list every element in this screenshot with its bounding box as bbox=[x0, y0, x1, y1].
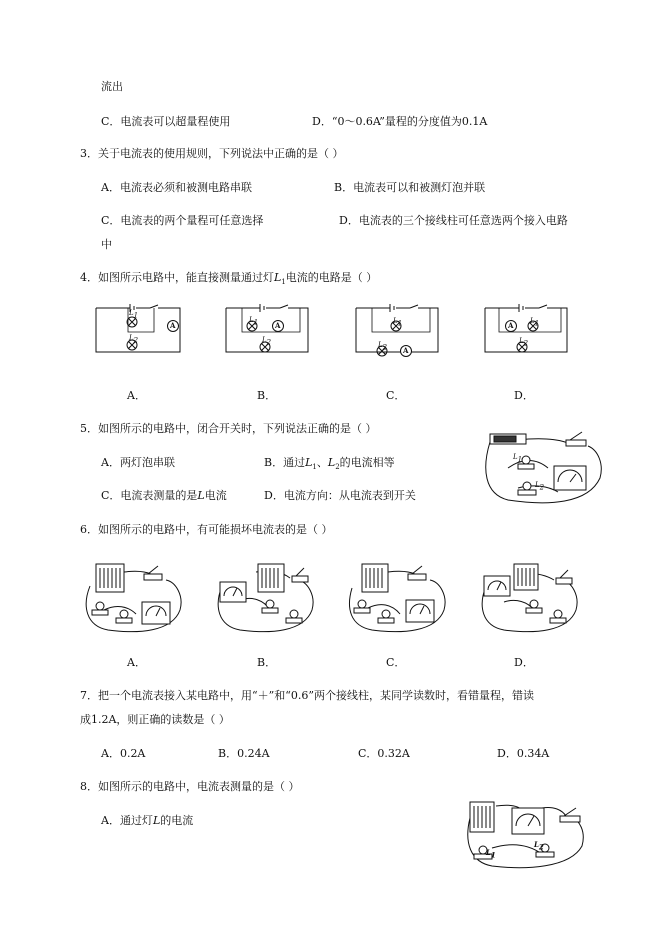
q4d-ammeter: A bbox=[508, 321, 514, 330]
q4-label-b: B． bbox=[257, 389, 277, 402]
q8-fig-l1: L1 bbox=[486, 848, 496, 860]
q5c-l: L bbox=[197, 489, 205, 502]
q5b-prefix: B．通过 bbox=[264, 456, 306, 469]
q4-label-a: A． bbox=[127, 389, 146, 402]
question-7-cont: 成1.2A，则正确的读数是（ ） bbox=[80, 713, 230, 726]
option-7c: C．0.32A bbox=[358, 747, 410, 760]
q6-circuit-d bbox=[476, 560, 580, 634]
option-2c: C．电流表可以超量程使用 bbox=[101, 115, 231, 128]
question-4 bbox=[80, 271, 377, 289]
q6-circuit-c bbox=[344, 560, 448, 634]
q4a-l1: L1 bbox=[129, 309, 139, 320]
q4a-l2: L2 bbox=[129, 334, 139, 345]
q4-suffix: 电流的电路是（ ） bbox=[285, 271, 378, 284]
option-3d-cont: 中 bbox=[101, 238, 112, 251]
q4-circuit-d bbox=[481, 302, 573, 358]
q4-lamp-symbol: L bbox=[274, 271, 282, 284]
q6-label-b: B． bbox=[257, 656, 277, 669]
option-8a bbox=[101, 814, 193, 828]
q4c-ammeter: A bbox=[403, 346, 409, 355]
question-7: 7．把一个电流表接入某电路中，用“＋”和“0.6”两个接线柱，某同学读数时，看错量程，错读 bbox=[80, 689, 534, 702]
q4c-l1: L1 bbox=[393, 317, 403, 328]
q5-fig-l1: L1 bbox=[513, 453, 523, 464]
question-3: 3．关于电流表的使用规则，下列说法中正确的是（ ） bbox=[80, 147, 344, 160]
option-5c bbox=[101, 489, 227, 503]
q5b-mid: 、 bbox=[316, 456, 328, 469]
q5b-l1: L bbox=[305, 456, 313, 469]
line-continuation: 流出 bbox=[101, 80, 123, 93]
question-6: 6．如图所示的电路中，有可能损坏电流表的是（ ） bbox=[80, 523, 333, 536]
q8a-suffix: 的电流 bbox=[160, 814, 194, 827]
q4b-ammeter: A bbox=[275, 321, 281, 330]
q4-label-d: D． bbox=[514, 389, 534, 402]
q4a-ammeter: A bbox=[170, 321, 176, 330]
question-8: 8．如图所示的电路中，电流表测量的是（ ） bbox=[80, 780, 300, 793]
q4-circuit-a bbox=[92, 302, 184, 358]
q5-fig-l2: L2 bbox=[535, 481, 545, 492]
option-5b bbox=[264, 456, 395, 474]
option-5a: A．两灯泡串联 bbox=[101, 456, 175, 469]
q4-label-c: C． bbox=[386, 389, 406, 402]
q5b-suffix: 的电流相等 bbox=[339, 456, 395, 469]
option-7b: B．0.24A bbox=[218, 747, 270, 760]
q4-circuit-b bbox=[222, 302, 314, 358]
option-5d: D．电流方向：从电流表到开关 bbox=[264, 489, 416, 502]
q5c-suffix: 电流 bbox=[204, 489, 227, 502]
q6-circuit-b bbox=[212, 560, 316, 634]
q5c-prefix: C．电流表测量的是 bbox=[101, 489, 198, 502]
option-7d: D．0.34A bbox=[497, 747, 550, 760]
q8a-prefix: A．通过灯 bbox=[101, 814, 153, 827]
q4b-l2: L2 bbox=[262, 336, 272, 347]
q4-circuit-c bbox=[352, 302, 444, 358]
q5b-s1: 1 bbox=[312, 463, 317, 472]
question-5: 5．如图所示的电路中，闭合开关时，下列说法正确的是（ ） bbox=[80, 422, 377, 435]
q6-label-c: C． bbox=[386, 656, 406, 669]
q4c-l2: L2 bbox=[378, 341, 388, 352]
q6-label-d: D． bbox=[514, 656, 534, 669]
option-3b: B．电流表可以和被测灯泡并联 bbox=[334, 181, 486, 194]
q5b-l2: L bbox=[327, 456, 336, 469]
q4-prefix: 4．如图所示电路中，能直接测量通过灯 bbox=[80, 271, 274, 284]
q6-circuit-a bbox=[80, 560, 184, 634]
q4d-l2: L2 bbox=[519, 337, 529, 348]
q4-lamp-sub: 1 bbox=[281, 278, 286, 287]
option-7a: A．0.2A bbox=[101, 747, 146, 760]
q5b-s2: 2 bbox=[335, 463, 340, 472]
q4b-l1: L1 bbox=[249, 316, 259, 327]
option-2d: D．“0～0.6A”量程的分度值为0.1A bbox=[312, 115, 488, 128]
option-3a: A．电流表必须和被测电路串联 bbox=[101, 181, 252, 194]
option-3c: C．电流表的两个量程可任意选择 bbox=[101, 214, 264, 227]
q6-label-a: A． bbox=[127, 656, 146, 669]
q8-fig-l2: L2 bbox=[534, 840, 544, 852]
q4d-l1: L1 bbox=[530, 317, 540, 328]
q8-circuit-figure bbox=[462, 796, 590, 870]
option-3d: D．电流表的三个接线柱可任意选两个接入电路 bbox=[339, 214, 568, 227]
q8a-l: L bbox=[152, 814, 161, 827]
q5-circuit-figure bbox=[478, 428, 606, 506]
